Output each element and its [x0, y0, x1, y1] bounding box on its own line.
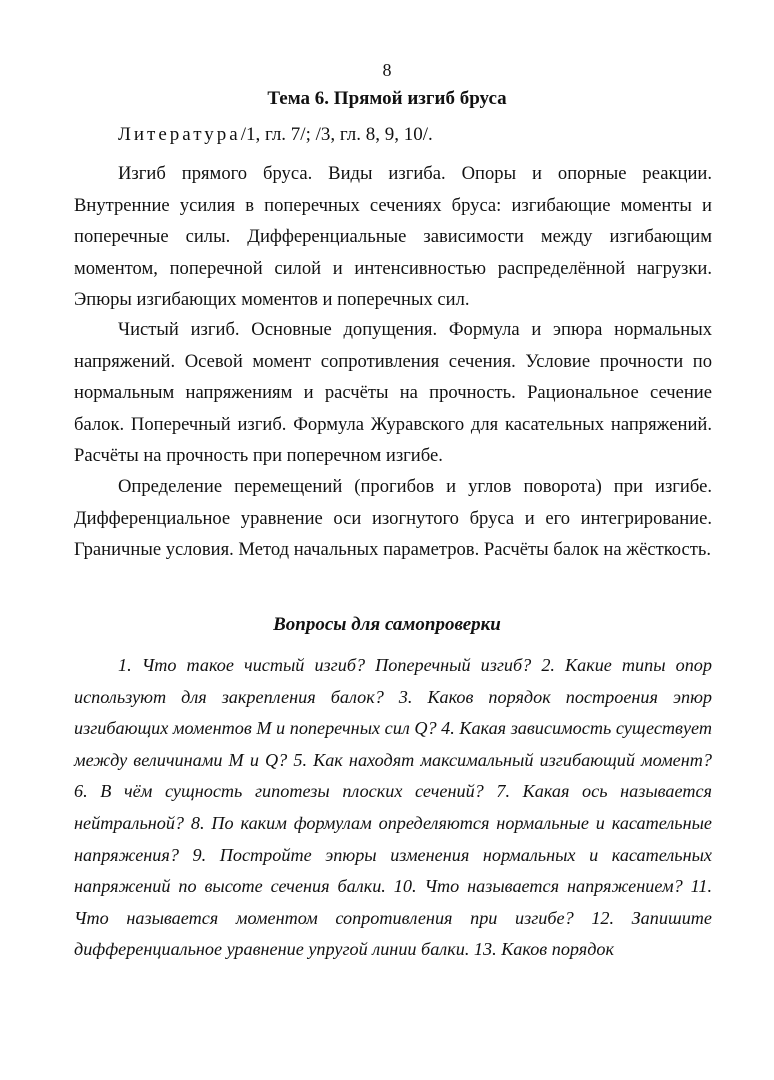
- topic-title: Тема 6. Прямой изгиб бруса: [267, 88, 507, 109]
- literature-label: Литература: [118, 124, 241, 145]
- paragraph-bending-basics: Изгиб прямого бруса. Виды изгиба. Опоры и опорные реакции. Внутренние усилия в поперечных сечениях бруса: изгибающие моменты и поперечные силы. Дифференциальные зависимости между изгибающим моментом, поперечной силой и интенсивностью распределённой нагрузки. Эпюры изгибающих моментов и поперечных сил.: [74, 163, 712, 310]
- self-check-questions: 1. Что такое чистый изгиб? Поперечный изгиб? 2. Какие типы опор используют для закрепления балок? 3. Каков порядок построения эпюр изгибающих моментов M и поперечных сил Q? 4. Какая зависимость существует между величинами M и Q? 5. Как находят максимальный изгибающий момент? 6. В чём сущность гипотезы плоских сечений? 7. Какая ось называется нейтральной? 8. По каким формулам определяются нормальные и касательные напряжения? 9. Постройте эпюры изменения нормальных и касательных напряжений по высоте сечения балки. 10. Что называется напряжением? 11. Что называется моментом сопротивления при изгибе? 12. Запишите дифференциальное уравнение упругой линии балки. 13. Каков порядок: [74, 655, 712, 960]
- literature-references: /1, гл. 7/; /3, гл. 8, 9, 10/.: [240, 124, 433, 145]
- paragraph-pure-bending: Чистый изгиб. Основные допущения. Формула и эпюра нормальных напряжений. Осевой момент сопротивления сечения. Условие прочности по нормальным напряжениям и расчёты на прочность. Рациональное сечение балок. Поперечный изгиб. Формула Журавского для касательных напряжений. Расчёты на прочность при поперечном изгибе.: [74, 319, 712, 466]
- literature-line: [118, 122, 718, 148]
- paragraph-displacements: Определение перемещений (прогибов и углов поворота) при изгибе. Дифференциальное уравнение оси изогнутого бруса и его интегрирование. Граничные условия. Метод начальных параметров. Расчёты балок на жёсткость.: [74, 476, 712, 560]
- page-number: 8: [382, 60, 392, 80]
- questions-title: Вопросы для самопроверки: [273, 614, 501, 635]
